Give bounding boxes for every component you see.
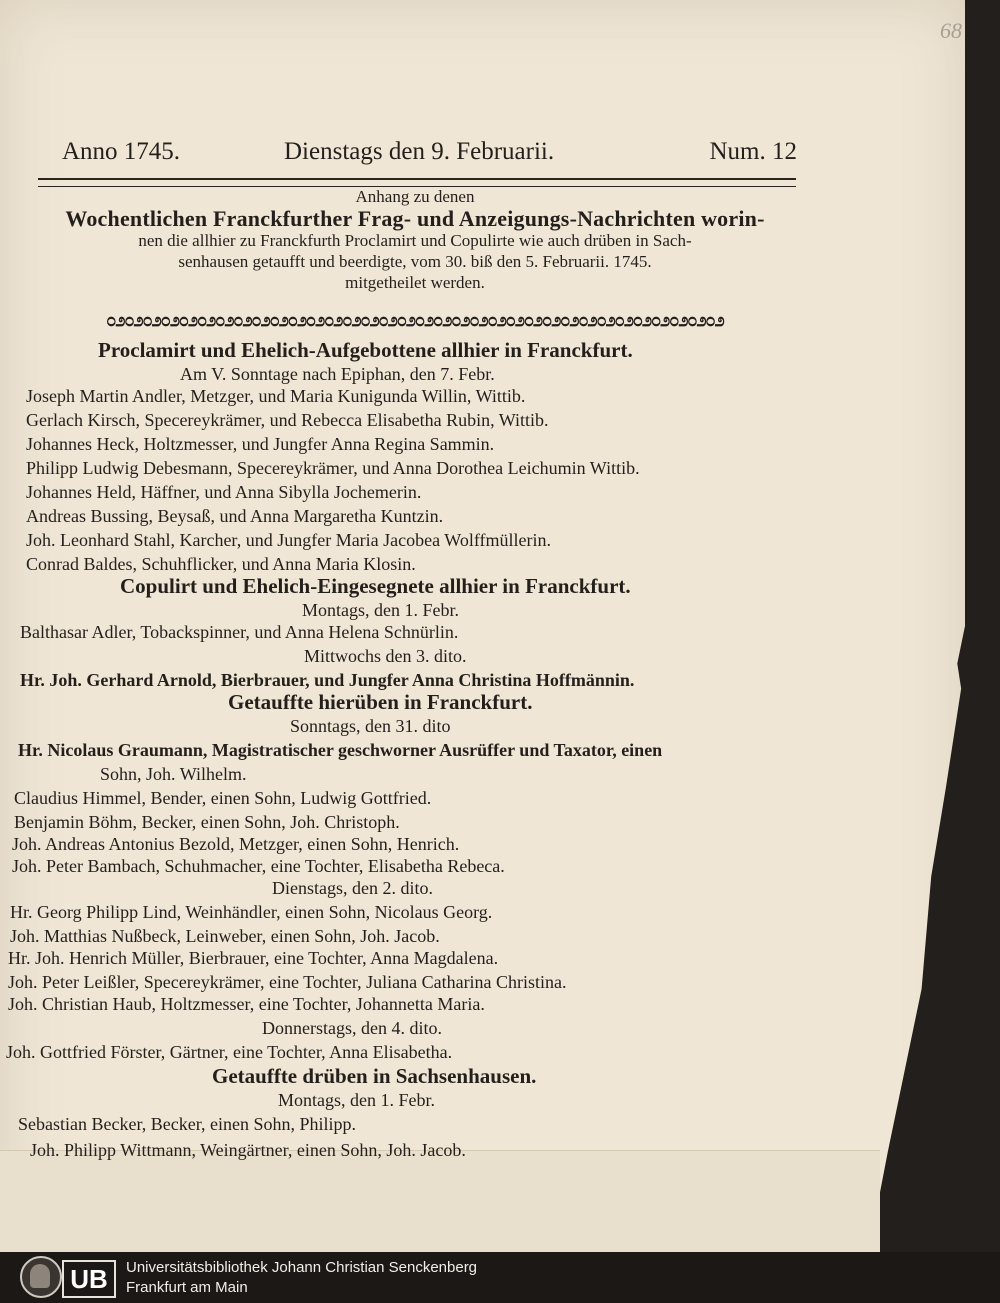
dateline: Montags, den 1. Febr. [278,1090,435,1110]
dateline: Mittwochs den 3. dito. [304,646,467,666]
masthead [62,138,797,178]
list-item: Joseph Martin Andler, Metzger, und Maria Kunigunda Willin, Wittib. [26,386,526,406]
list-item: Balthasar Adler, Tobackspinner, und Anna Helena Schnürlin. [20,622,459,642]
list-item: Joh. Gottfried Förster, Gärtner, eine Tochter, Anna Elisabetha. [6,1042,453,1062]
list-item: Joh. Matthias Nußbeck, Leinweber, einen Sohn, Joh. Jacob. [10,926,440,946]
list-item-continuation: Sohn, Joh. Wilhelm. [100,764,247,784]
institution-credit [126,1258,477,1298]
list-item: Hr. Georg Philipp Lind, Weinhändler, einen Sohn, Nicolaus Georg. [10,902,493,922]
ub-logo: UB [62,1260,116,1298]
list-item: Conrad Baldes, Schuhflicker, und Anna Maria Klosin. [26,554,416,574]
list-item: Andreas Bussing, Beysaß, und Anna Margaretha Kuntzin. [26,506,444,526]
institution-city: Frankfurt am Main [126,1279,248,1296]
list-item: Joh. Peter Leißler, Specereykrämer, eine Tochter, Juliana Catharina Christina. [8,972,567,992]
title-block [20,186,810,294]
list-item: Claudius Himmel, Bender, einen Sohn, Ludwig Gottfried. [14,788,432,808]
ornament-rule: ೦೨೦೨೦೨೦೨೦೨೦೨೦೨೦೨೦೨೦೨೦೨೦೨೦೨೦೨೦೨೦೨೦೨೦೨೦೨೦೨೦೨೦೨೦೨೦೨೦೨೦೨೦೨೦೨೦೨೦೨೦೨೦೨೦೨೦೨ [106,310,724,330]
list-item: Johannes Held, Häffner, und Anna Sibylla Jochemerin. [26,482,422,502]
list-item: Hr. Nicolaus Graumann, Magistratischer geschworner Ausrüffer und Taxator, einen [18,740,663,760]
institution-name: Universitätsbibliothek Johann Christian Senckenberg [126,1259,478,1276]
list-item: Joh. Andreas Antonius Bezold, Metzger, einen Sohn, Henrich. [12,834,460,854]
list-item: Johannes Heck, Holtzmesser, und Jungfer Anna Regina Sammin. [26,434,495,454]
masthead-date: Dienstags den 9. Februarii. [284,138,555,165]
section-heading-proclamirt: Proclamirt und Ehelich-Aufgebottene allhier in Franckfurt. [98,338,633,362]
list-item: Philipp Ludwig Debesmann, Specereykrämer, und Anna Dorothea Leichumin Wittib. [26,458,640,478]
bust-icon [30,1264,50,1288]
pencil-page-number: 68 [940,18,962,43]
section-heading-getaufft-hier: Getauffte hierüben in Franckfurt. [228,690,533,714]
list-item: Sebastian Becker, Becker, einen Sohn, Philipp. [18,1114,356,1134]
title-line-3: nen die allhier zu Franckfurth Proclamirt und Copulirte wie auch drüben in Sach- [138,231,692,250]
list-item: Joh. Philipp Wittmann, Weingärtner, einen Sohn, Joh. Jacob. [30,1140,466,1160]
title-line-4: senhausen getaufft und beerdigte, vom 30. biß den 5. Februarii. 1745. [178,252,652,271]
section-heading-copulirt: Copulirt und Ehelich-Eingesegnete allhier in Franckfurt. [120,574,631,598]
list-item: Joh. Leonhard Stahl, Karcher, und Jungfer Maria Jacobea Wolffmüllerin. [26,530,552,550]
list-item: Joh. Peter Bambach, Schuhmacher, eine Tochter, Elisabetha Rebeca. [12,856,505,876]
title-line-1: Anhang zu denen [355,187,475,206]
dateline: Donnerstags, den 4. dito. [262,1018,442,1038]
dateline: Montags, den 1. Febr. [302,600,459,620]
section-heading-getaufft-drueben: Getauffte drüben in Sachsenhausen. [212,1064,537,1088]
dateline: Am V. Sonntage nach Epiphan, den 7. Febr. [180,364,495,384]
title-line-2: Wochentlichen Franckfurther Frag- und Anzeigungs-Nachrichten worin- [65,206,765,231]
title-line-5: mitgetheilet werden. [345,273,485,292]
masthead-number: Num. 12 [709,138,797,165]
list-item: Gerlach Kirsch, Specereykrämer, und Rebecca Elisabetha Rubin, Wittib. [26,410,549,430]
footer-banner [0,1252,1000,1303]
list-item: Hr. Joh. Gerhard Arnold, Bierbrauer, und Jungfer Anna Christina Hoffmännin. [20,670,635,690]
list-item: Hr. Joh. Henrich Müller, Bierbrauer, eine Tochter, Anna Magdalena. [8,948,499,968]
list-item: Benjamin Böhm, Becker, einen Sohn, Joh. Christoph. [14,812,400,832]
dateline: Sonntags, den 31. dito [290,716,451,736]
list-item: Joh. Christian Haub, Holtzmesser, eine Tochter, Johannetta Maria. [8,994,485,1014]
masthead-year: Anno 1745. [62,138,181,165]
seal-logo-icon [20,1256,62,1298]
dateline: Dienstags, den 2. dito. [272,878,433,898]
